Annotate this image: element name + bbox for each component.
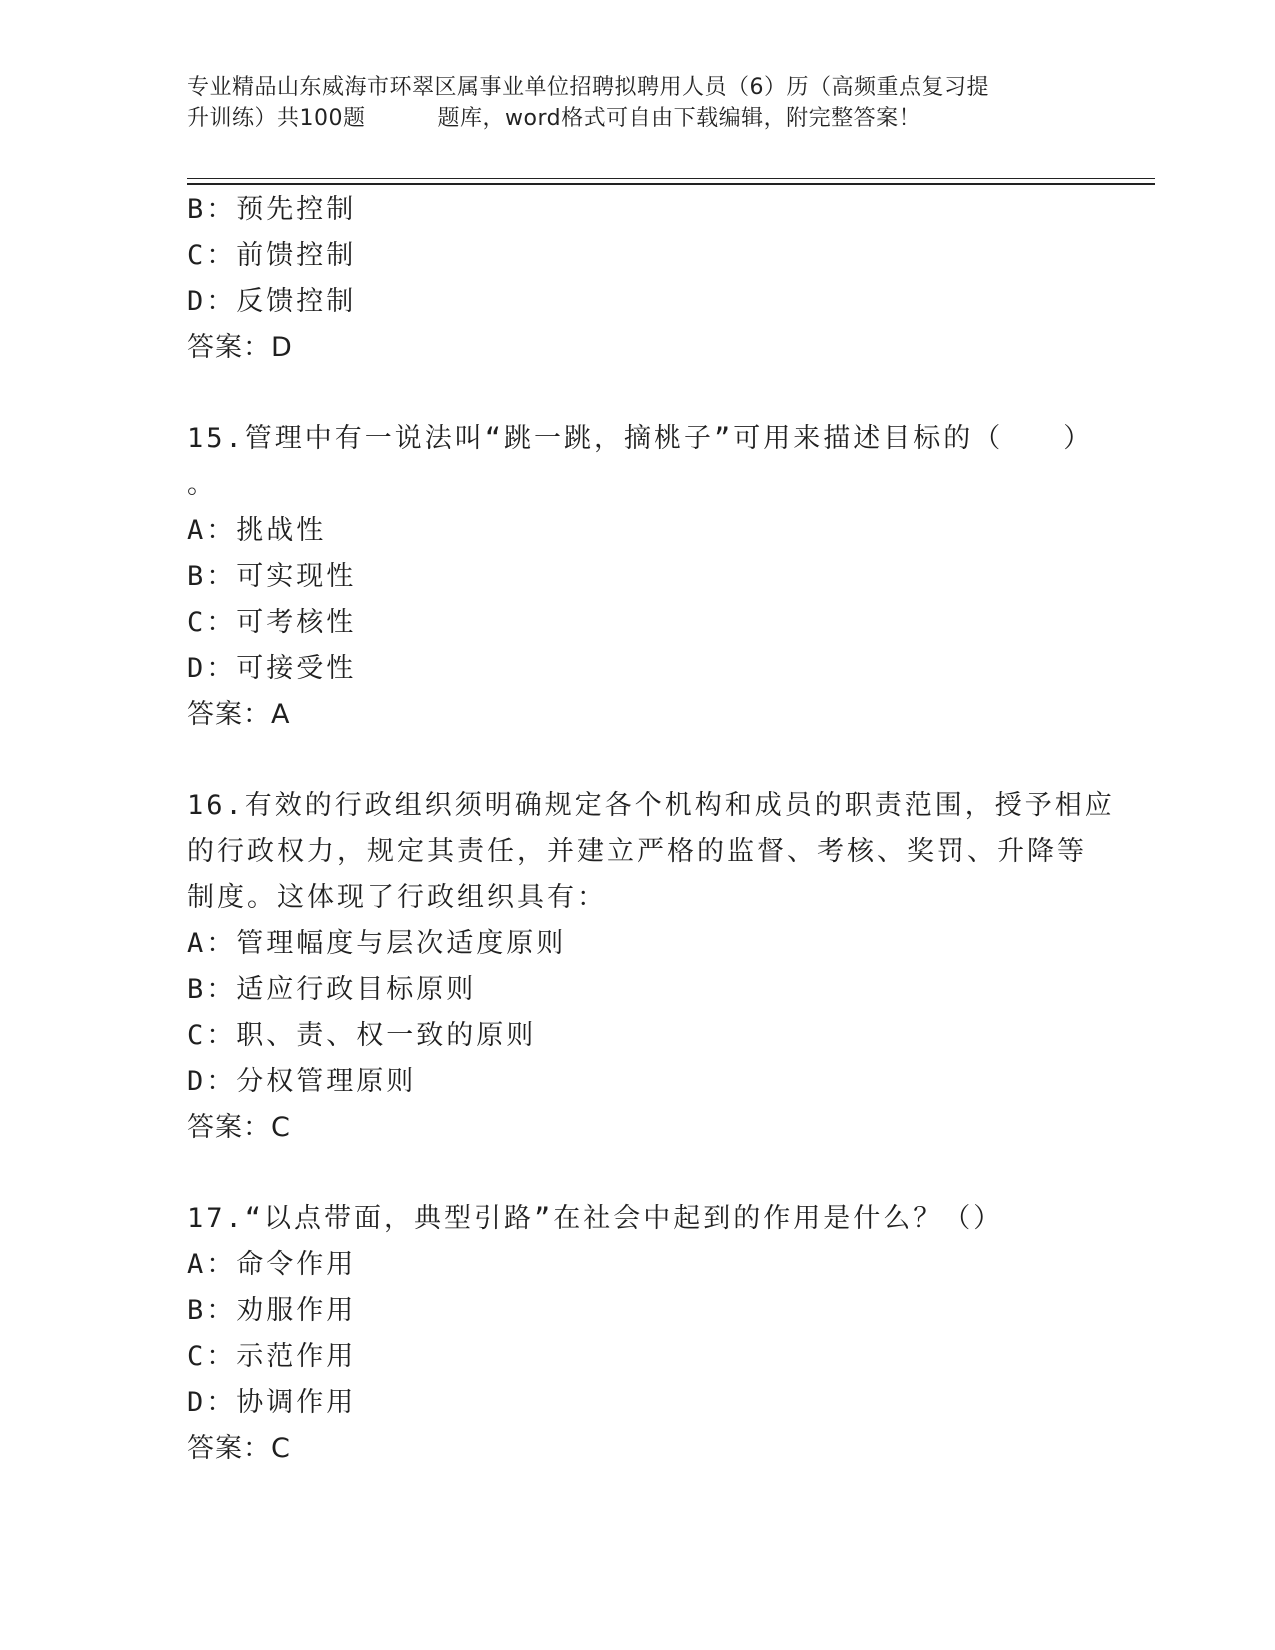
header-divider-thin (187, 178, 1155, 179)
option-b: B：可实现性 (187, 561, 357, 592)
question-stem-line: 17.“以点带面，典型引路”在社会中起到的作用是什么？（） (187, 1203, 1004, 1234)
option-a: A：管理幅度与层次适度原则 (187, 928, 567, 959)
option-d: D：协调作用 (187, 1387, 357, 1418)
answer-line: 答案：D (187, 332, 293, 363)
option-a: A：挑战性 (187, 515, 327, 546)
option-d: D：分权管理原则 (187, 1066, 417, 1097)
header-divider-thick (187, 183, 1155, 185)
spacer (187, 371, 1087, 416)
header-line-2-part-b: 题库，word格式可自由下载编辑，附完整答案！ (437, 106, 922, 131)
question-list (187, 187, 1115, 1472)
question-15 (187, 416, 1094, 738)
header-line-2-part-a: 升训练）共100题 (187, 106, 366, 131)
option-c: C：前馈控制 (187, 240, 357, 271)
answer-line: 答案：C (187, 1433, 291, 1464)
question-stem-line: 。 (187, 469, 217, 500)
question-16 (187, 783, 1115, 1151)
option-c: C：示范作用 (187, 1341, 357, 1372)
option-a: A：命令作用 (187, 1249, 357, 1280)
option-b: B：预先控制 (187, 194, 357, 225)
option-b: B：适应行政目标原则 (187, 974, 477, 1005)
answer-line: 答案：C (187, 1112, 291, 1143)
question-17 (187, 1196, 1087, 1472)
header-line-1: 专业精品山东威海市环翠区属事业单位招聘拟聘用人员（6）历（高频重点复习提 (187, 75, 989, 100)
option-c: C：可考核性 (187, 607, 357, 638)
spacer (187, 738, 1087, 783)
question-stem-line: 16.有效的行政组织须明确规定各个机构和成员的职责范围，授予相应 (187, 790, 1115, 821)
option-d: D：反馈控制 (187, 286, 357, 317)
answer-line: 答案：A (187, 699, 291, 730)
document-header (187, 72, 1087, 134)
option-c: C：职、责、权一致的原则 (187, 1020, 537, 1051)
option-d: D：可接受性 (187, 653, 357, 684)
question-stem-line: 15.管理中有一说法叫“跳一跳，摘桃子”可用来描述目标的（ ） (187, 423, 1094, 454)
option-b: B：劝服作用 (187, 1295, 357, 1326)
spacer (187, 1151, 1087, 1196)
question-14-tail (187, 187, 1087, 371)
header-line-2 (187, 103, 1087, 134)
question-stem-line: 的行政权力，规定其责任，并建立严格的监督、考核、奖罚、升降等 (187, 836, 1087, 867)
question-stem-line: 制度。这体现了行政组织具有： (187, 882, 607, 913)
